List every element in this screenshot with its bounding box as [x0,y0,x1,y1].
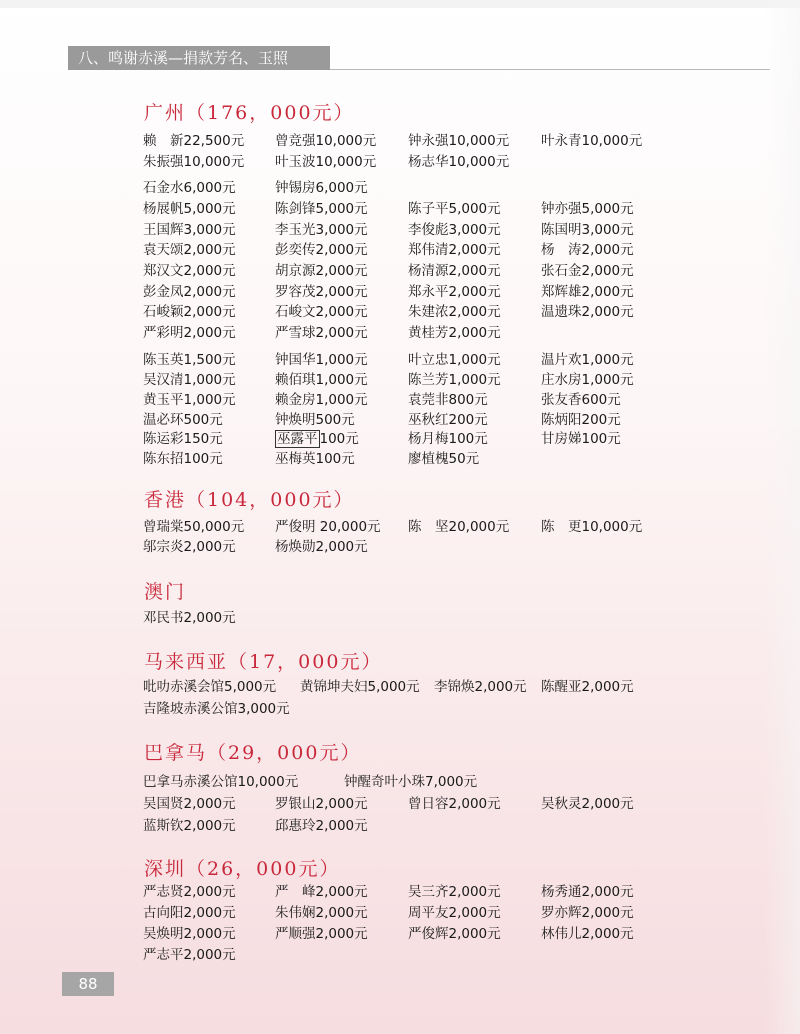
donor-entry: 甘房娣100元 [541,431,621,447]
donor-entry: 陈炳阳200元 [541,412,621,428]
donor-entry: 钟永强10,000元 [408,133,510,149]
donor-entry: 胡京源2,000元 [275,263,368,279]
donor-row [0,794,800,814]
donor-entry: 朱振强10,000元 [143,154,245,170]
donor-entry: 吴国贤2,000元 [143,796,236,812]
donor-entry: 钟国华1,000元 [275,352,368,368]
top-strip [0,0,800,8]
donor-entry: 蓝斯钦2,000元 [143,818,236,834]
donor-row [0,199,800,219]
donor-entry: 张石金2,000元 [541,263,634,279]
donor-entry: 温遗珠2,000元 [541,304,634,320]
donor-entry: 吴汉清1,000元 [143,372,236,388]
donor-entry: 吴秋灵2,000元 [541,796,634,812]
donor-entry: 钟焕明500元 [275,412,355,428]
donor-entry: 黄玉平1,000元 [143,392,236,408]
donor-entry: 吴三齐2,000元 [408,884,501,900]
donor-row [0,816,800,836]
donor-entry: 陈兰芳1,000元 [408,372,501,388]
page-edge-shadow [764,0,800,1034]
donor-entry: 邓民书2,000元 [143,610,236,626]
section-title-panama: 巴拿马（29，000元） [144,742,362,764]
donor-entry: 李锦焕2,000元 [434,679,527,695]
donor-entry: 严雪球2,000元 [275,325,368,341]
header-rule [330,69,770,70]
donor-row [0,390,800,410]
donor-entry: 古向阳2,000元 [143,905,236,921]
donor-entry: 钟亦强5,000元 [541,201,634,217]
donor-entry: 叶立忠1,000元 [408,352,501,368]
chapter-header: 八、鸣谢赤溪—捐款芳名、玉照 [68,46,330,70]
donor-entry: 郑辉雄2,000元 [541,284,634,300]
donor-entry: 严顺强2,000元 [275,926,368,942]
donor-row [0,282,800,302]
donor-entry: 温片欢1,000元 [541,352,634,368]
donor-row [0,323,800,343]
page-number: 88 [62,972,114,996]
donor-entry [275,429,359,449]
donor-entry: 周平友2,000元 [408,905,501,921]
donor-entry: 林伟儿2,000元 [541,926,634,942]
donor-entry: 钟锡房6,000元 [275,180,368,196]
donor-entry: 陈玉英1,500元 [143,352,236,368]
donor-entry: 严志贤2,000元 [143,884,236,900]
donor-entry: 赖 新22,500元 [143,133,245,149]
donor-row [0,537,800,557]
donor-row [0,699,800,719]
donor-entry: 陈 更10,000元 [541,519,643,535]
boxed-amount: 100元 [319,431,359,447]
donor-entry: 庄水房1,000元 [541,372,634,388]
donor-entry: 曾瑞棠50,000元 [143,519,245,535]
donor-entry: 郑伟清2,000元 [408,242,501,258]
donor-entry: 杨志华10,000元 [408,154,510,170]
donor-entry: 袁天颂2,000元 [143,242,236,258]
donor-entry: 严 峰2,000元 [275,884,368,900]
donor-row [0,152,800,172]
donor-row [0,370,800,390]
donor-entry: 叶永青10,000元 [541,133,643,149]
donor-entry: 杨秀通2,000元 [541,884,634,900]
donor-entry: 李俊彪3,000元 [408,222,501,238]
donor-entry: 陈子平5,000元 [408,201,501,217]
donor-entry: 陈国明3,000元 [541,222,634,238]
donor-row [0,302,800,322]
donor-entry: 石峻文2,000元 [275,304,368,320]
donor-entry: 朱建浓2,000元 [408,304,501,320]
section-title-guangzhou: 广州（176，000元） [144,102,355,124]
donor-entry: 郑永平2,000元 [408,284,501,300]
donor-entry: 吡叻赤溪会馆5,000元 [143,679,277,695]
donor-row [0,677,800,697]
donor-entry: 张友香600元 [541,392,621,408]
donor-entry: 曾日容2,000元 [408,796,501,812]
donor-entry: 巴拿马赤溪公馆10,000元 [143,774,299,790]
donor-entry: 黄锦坤夫妇5,000元 [300,679,420,695]
donor-entry: 王国辉3,000元 [143,222,236,238]
donor-entry: 彭金凤2,000元 [143,284,236,300]
donor-entry: 石金水6,000元 [143,180,236,196]
donor-entry: 严彩明2,000元 [143,325,236,341]
donor-entry: 杨 涛2,000元 [541,242,634,258]
donor-entry: 罗银山2,000元 [275,796,368,812]
donor-entry: 袁莞非800元 [408,392,488,408]
donor-entry: 杨焕勋2,000元 [275,539,368,555]
donor-row [0,882,800,902]
donor-row [0,131,800,151]
donor-entry: 叶玉波10,000元 [275,154,377,170]
donor-row [0,772,800,792]
donor-row [0,945,800,965]
section-title-hongkong: 香港（104，000元） [144,489,355,511]
donor-row [0,924,800,944]
donor-row [0,903,800,923]
donor-entry: 陈醒亚2,000元 [541,679,634,695]
donor-entry: 邬宗炎2,000元 [143,539,236,555]
donor-entry: 朱伟娴2,000元 [275,905,368,921]
donor-entry: 陈剑锋5,000元 [275,201,368,217]
donor-entry: 吉隆坡赤溪公馆3,000元 [143,701,290,717]
donor-entry: 罗容茂2,000元 [275,284,368,300]
donor-entry: 陈运彩150元 [143,431,223,447]
donor-entry: 严志平2,000元 [143,947,236,963]
donor-entry: 巫梅英100元 [275,451,355,467]
donor-entry: 曾竞强10,000元 [275,133,377,149]
donor-entry: 巫秋红200元 [408,412,488,428]
donor-row [0,517,800,537]
donor-entry: 严俊辉2,000元 [408,926,501,942]
donor-entry: 陈东招100元 [143,451,223,467]
donor-entry: 严俊明 20,000元 [275,519,381,535]
section-title-shenzhen: 深圳（26，000元） [144,858,341,880]
donor-row [0,429,800,449]
boxed-name: 巫露平 [277,431,318,447]
section-title-macau: 澳门 [144,581,187,603]
donor-entry: 吴焕明2,000元 [143,926,236,942]
donor-entry: 廖植槐50元 [408,451,480,467]
donor-entry: 彭奕传2,000元 [275,242,368,258]
donor-row [0,240,800,260]
donor-row [0,178,800,198]
donor-row [0,608,800,628]
donor-row [0,261,800,281]
donor-entry: 杨清源2,000元 [408,263,501,279]
donor-entry: 郑汉文2,000元 [143,263,236,279]
donor-entry: 李玉光3,000元 [275,222,368,238]
donor-entry: 石峻颖2,000元 [143,304,236,320]
donor-entry: 杨展帆5,000元 [143,201,236,217]
donor-entry: 赖佰琪1,000元 [275,372,368,388]
donor-entry: 陈 坚20,000元 [408,519,510,535]
donor-row [0,220,800,240]
donor-row [0,410,800,430]
donor-entry: 温必环500元 [143,412,223,428]
donor-entry: 邱惠玲2,000元 [275,818,368,834]
section-title-malaysia: 马来西亚（17，000元） [144,651,383,673]
donor-row [0,350,800,370]
donor-entry: 杨月梅100元 [408,431,488,447]
donor-entry: 赖金房1,000元 [275,392,368,408]
donor-entry: 罗亦辉2,000元 [541,905,634,921]
donor-row [0,449,800,469]
donor-entry: 钟醒奇叶小珠7,000元 [344,774,478,790]
donor-entry: 黄桂芳2,000元 [408,325,501,341]
